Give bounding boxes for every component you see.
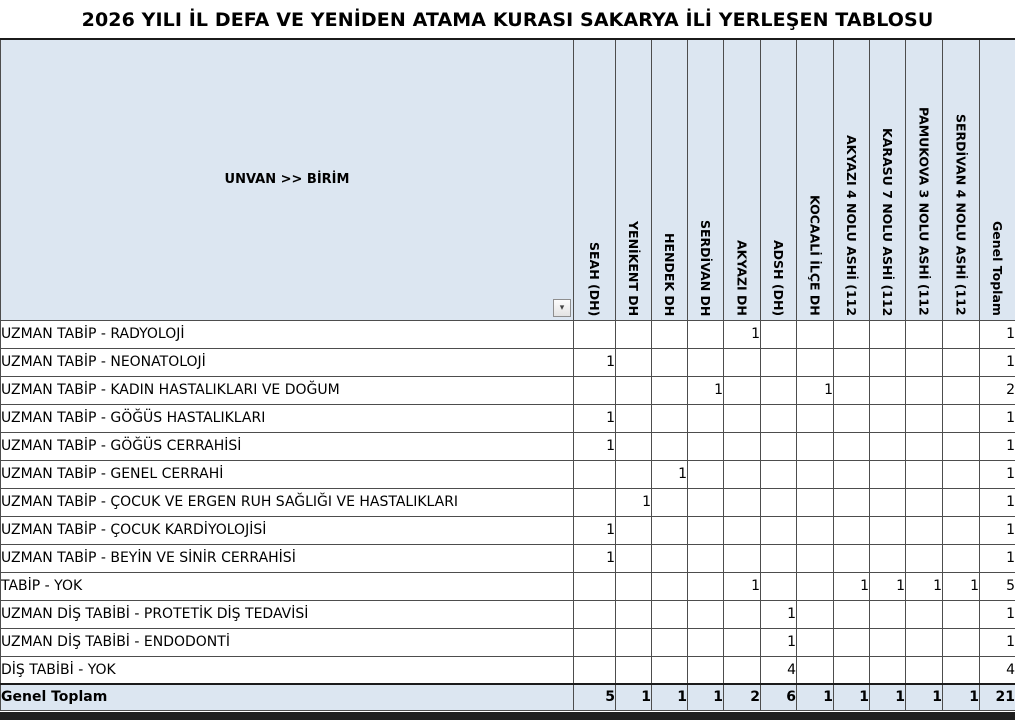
- count-cell: [906, 488, 943, 516]
- count-cell: [688, 404, 724, 432]
- count-cell: 1: [724, 572, 761, 600]
- count-cell: [761, 320, 797, 348]
- count-cell: [870, 600, 906, 628]
- count-cell: [652, 432, 688, 460]
- table-row: [1, 544, 1015, 572]
- count-cell: [834, 656, 870, 684]
- count-cell: [724, 460, 761, 488]
- count-cell: [834, 600, 870, 628]
- count-cell: [761, 488, 797, 516]
- count-cell: 1: [980, 348, 1015, 376]
- count-cell: 1: [761, 628, 797, 656]
- count-cell: [943, 348, 980, 376]
- count-cell: [688, 348, 724, 376]
- page-title: 2026 YILI İL DEFA VE YENİDEN ATAMA KURASI SAKARYA İLİ YERLEŞEN TABLOSU: [0, 0, 1015, 40]
- count-cell: [797, 432, 834, 460]
- count-cell: [797, 572, 834, 600]
- count-cell: [616, 404, 652, 432]
- count-cell: [797, 404, 834, 432]
- count-cell: [724, 376, 761, 404]
- table-row: [1, 376, 1015, 404]
- row-label: UZMAN TABİP - ÇOCUK KARDİYOLOJİSİ: [1, 516, 574, 544]
- count-cell: [870, 488, 906, 516]
- table-row: [1, 404, 1015, 432]
- count-cell: [870, 432, 906, 460]
- count-cell: 1: [834, 572, 870, 600]
- count-cell: 1: [616, 488, 652, 516]
- row-label: TABİP - YOK: [1, 572, 574, 600]
- count-cell: [834, 320, 870, 348]
- count-cell: [688, 432, 724, 460]
- count-cell: [574, 376, 616, 404]
- count-cell: [906, 460, 943, 488]
- count-cell: [943, 432, 980, 460]
- count-cell: [724, 656, 761, 684]
- count-cell: 1: [574, 544, 616, 572]
- count-cell: [652, 404, 688, 432]
- count-cell: [943, 488, 980, 516]
- column-header-label: SEAH (DH): [587, 241, 602, 316]
- count-cell: [943, 544, 980, 572]
- count-cell: [652, 488, 688, 516]
- row-label: UZMAN TABİP - GÖĞÜS CERRAHİSİ: [1, 432, 574, 460]
- count-cell: 1: [943, 572, 980, 600]
- count-cell: [906, 348, 943, 376]
- count-cell: [574, 488, 616, 516]
- total-row: [1, 684, 1015, 710]
- count-cell: [574, 656, 616, 684]
- column-header-label: AKYAZI DH: [734, 240, 750, 316]
- count-cell: [761, 348, 797, 376]
- corner-label: UNVAN >> BİRİM: [224, 172, 350, 187]
- count-cell: 1: [980, 320, 1015, 348]
- count-cell: 1: [980, 488, 1015, 516]
- count-cell: [797, 628, 834, 656]
- count-cell: [870, 656, 906, 684]
- count-cell: [724, 600, 761, 628]
- count-cell: [870, 320, 906, 348]
- placement-table: [0, 38, 1015, 711]
- count-cell: [834, 376, 870, 404]
- column-header: [652, 39, 688, 320]
- count-cell: [870, 460, 906, 488]
- count-cell: [688, 656, 724, 684]
- count-cell: [652, 600, 688, 628]
- count-cell: [797, 656, 834, 684]
- count-cell: [870, 544, 906, 572]
- count-cell: [652, 376, 688, 404]
- count-cell: 1: [870, 684, 906, 710]
- count-cell: 6: [761, 684, 797, 710]
- row-label: UZMAN TABİP - GENEL CERRAHİ: [1, 460, 574, 488]
- count-cell: [616, 320, 652, 348]
- count-cell: [688, 628, 724, 656]
- count-cell: 1: [797, 376, 834, 404]
- count-cell: [834, 404, 870, 432]
- table-row: [1, 432, 1015, 460]
- count-cell: [943, 460, 980, 488]
- count-cell: [761, 516, 797, 544]
- count-cell: [652, 320, 688, 348]
- count-cell: [616, 460, 652, 488]
- count-cell: [834, 516, 870, 544]
- count-cell: [652, 348, 688, 376]
- column-header: [761, 39, 797, 320]
- row-label: UZMAN DİŞ TABİBİ - PROTETİK DİŞ TEDAVİSİ: [1, 600, 574, 628]
- count-cell: [797, 348, 834, 376]
- count-cell: [688, 460, 724, 488]
- count-cell: [943, 516, 980, 544]
- count-cell: [688, 572, 724, 600]
- count-cell: [574, 320, 616, 348]
- count-cell: [724, 544, 761, 572]
- table-row: [1, 572, 1015, 600]
- count-cell: 1: [980, 460, 1015, 488]
- column-header: [834, 39, 870, 320]
- count-cell: [616, 432, 652, 460]
- count-cell: [834, 432, 870, 460]
- table-row: [1, 516, 1015, 544]
- count-cell: [761, 404, 797, 432]
- column-header: [724, 39, 761, 320]
- count-cell: [688, 320, 724, 348]
- count-cell: 2: [980, 376, 1015, 404]
- column-header: [688, 39, 724, 320]
- count-cell: [906, 376, 943, 404]
- table-row: [1, 460, 1015, 488]
- count-cell: [906, 628, 943, 656]
- column-header: [906, 39, 943, 320]
- count-cell: [724, 628, 761, 656]
- count-cell: [906, 600, 943, 628]
- count-cell: 1: [688, 684, 724, 710]
- count-cell: [906, 656, 943, 684]
- table-row: [1, 488, 1015, 516]
- column-header: [616, 39, 652, 320]
- count-cell: [943, 320, 980, 348]
- table-body: [1, 320, 1015, 710]
- count-cell: [797, 600, 834, 628]
- bottom-edge: [0, 712, 1015, 720]
- column-header-label: ADSH (DH): [771, 239, 786, 316]
- count-cell: [761, 544, 797, 572]
- table-row: [1, 656, 1015, 684]
- count-cell: [724, 488, 761, 516]
- count-cell: 1: [574, 404, 616, 432]
- count-cell: [616, 572, 652, 600]
- row-label: UZMAN TABİP - RADYOLOJİ: [1, 320, 574, 348]
- count-cell: [574, 460, 616, 488]
- count-cell: [724, 432, 761, 460]
- count-cell: [574, 628, 616, 656]
- column-header-label: Genel Toplam: [990, 221, 1005, 316]
- row-label: UZMAN TABİP - NEONATOLOJİ: [1, 348, 574, 376]
- count-cell: [616, 656, 652, 684]
- count-cell: 5: [980, 572, 1015, 600]
- row-label: UZMAN TABİP - GÖĞÜS HASTALIKLARI: [1, 404, 574, 432]
- count-cell: [834, 460, 870, 488]
- column-header-label: HENDEK DH: [662, 232, 677, 316]
- count-cell: [797, 488, 834, 516]
- count-cell: [688, 488, 724, 516]
- count-cell: [688, 600, 724, 628]
- column-header: [870, 39, 906, 320]
- count-cell: 21: [980, 684, 1015, 710]
- table-row: [1, 600, 1015, 628]
- corner-header: [1, 39, 574, 320]
- count-cell: 4: [980, 656, 1015, 684]
- count-cell: 1: [574, 432, 616, 460]
- column-header: [943, 39, 980, 320]
- count-cell: [797, 320, 834, 348]
- count-cell: 1: [574, 516, 616, 544]
- count-cell: [652, 628, 688, 656]
- count-cell: [943, 656, 980, 684]
- column-header-label: SERDİVAN DH: [698, 219, 713, 316]
- count-cell: 1: [688, 376, 724, 404]
- row-label: UZMAN DİŞ TABİBİ - ENDODONTİ: [1, 628, 574, 656]
- row-label: DİŞ TABİBİ - YOK: [1, 656, 574, 684]
- count-cell: [943, 376, 980, 404]
- count-cell: [870, 628, 906, 656]
- count-cell: 2: [724, 684, 761, 710]
- count-cell: [906, 432, 943, 460]
- count-cell: 1: [797, 684, 834, 710]
- count-cell: [906, 320, 943, 348]
- count-cell: [906, 544, 943, 572]
- count-cell: 1: [724, 320, 761, 348]
- count-cell: 1: [980, 516, 1015, 544]
- count-cell: [906, 516, 943, 544]
- count-cell: 1: [980, 404, 1015, 432]
- column-header-label: AKYAZI 4 NOLU ASHİ (112: [844, 134, 859, 316]
- row-label: UZMAN TABİP - ÇOCUK VE ERGEN RUH SAĞLIĞI VE HASTALIKLARI: [1, 488, 574, 516]
- count-cell: [616, 376, 652, 404]
- count-cell: [797, 516, 834, 544]
- count-cell: [870, 376, 906, 404]
- column-header: [574, 39, 616, 320]
- count-cell: [870, 348, 906, 376]
- count-cell: 1: [574, 348, 616, 376]
- count-cell: 1: [616, 684, 652, 710]
- count-cell: 1: [652, 684, 688, 710]
- count-cell: [870, 516, 906, 544]
- count-cell: 1: [980, 628, 1015, 656]
- count-cell: [652, 572, 688, 600]
- column-header-label: KARASU 7 NOLU ASHİ (112: [880, 127, 895, 316]
- count-cell: [943, 404, 980, 432]
- count-cell: [761, 460, 797, 488]
- table-row: [1, 348, 1015, 376]
- count-cell: [616, 516, 652, 544]
- count-cell: 1: [906, 684, 943, 710]
- count-cell: [616, 544, 652, 572]
- count-cell: [652, 544, 688, 572]
- table-row: [1, 320, 1015, 348]
- count-cell: 1: [980, 600, 1015, 628]
- count-cell: [724, 516, 761, 544]
- count-cell: [834, 348, 870, 376]
- header-row: [1, 39, 1015, 320]
- count-cell: [616, 348, 652, 376]
- count-cell: 1: [980, 432, 1015, 460]
- count-cell: [943, 600, 980, 628]
- column-header-label: KOCAALİ İLÇE DH: [807, 195, 823, 316]
- count-cell: [724, 348, 761, 376]
- count-cell: [652, 516, 688, 544]
- count-cell: 1: [834, 684, 870, 710]
- count-cell: [688, 544, 724, 572]
- count-cell: [834, 488, 870, 516]
- count-cell: [834, 544, 870, 572]
- count-cell: [797, 544, 834, 572]
- row-label: UZMAN TABİP - BEYİN VE SİNİR CERRAHİSİ: [1, 544, 574, 572]
- count-cell: [761, 376, 797, 404]
- row-label: Genel Toplam: [1, 684, 574, 710]
- count-cell: [688, 516, 724, 544]
- count-cell: [797, 460, 834, 488]
- count-cell: [652, 656, 688, 684]
- row-label: UZMAN TABİP - KADIN HASTALIKLARI VE DOĞUM: [1, 376, 574, 404]
- count-cell: [943, 628, 980, 656]
- count-cell: [724, 404, 761, 432]
- count-cell: [870, 404, 906, 432]
- column-header: [980, 39, 1015, 320]
- count-cell: 1: [943, 684, 980, 710]
- count-cell: [906, 404, 943, 432]
- count-cell: [834, 628, 870, 656]
- count-cell: [616, 600, 652, 628]
- column-header-label: YENİKENT DH: [626, 220, 641, 316]
- column-header-label: SERDİVAN 4 NOLU ASHİ (112: [953, 114, 969, 316]
- count-cell: [616, 628, 652, 656]
- count-cell: [574, 600, 616, 628]
- count-cell: 1: [870, 572, 906, 600]
- count-cell: 1: [980, 544, 1015, 572]
- count-cell: [761, 572, 797, 600]
- count-cell: 1: [761, 600, 797, 628]
- filter-dropdown-icon[interactable]: ▾: [553, 299, 571, 317]
- table-row: [1, 628, 1015, 656]
- column-header-label: PAMUKOVA 3 NOLU ASHİ (112: [916, 107, 932, 316]
- count-cell: [574, 572, 616, 600]
- count-cell: 1: [652, 460, 688, 488]
- count-cell: 5: [574, 684, 616, 710]
- column-header: [797, 39, 834, 320]
- count-cell: 4: [761, 656, 797, 684]
- count-cell: 1: [906, 572, 943, 600]
- count-cell: [761, 432, 797, 460]
